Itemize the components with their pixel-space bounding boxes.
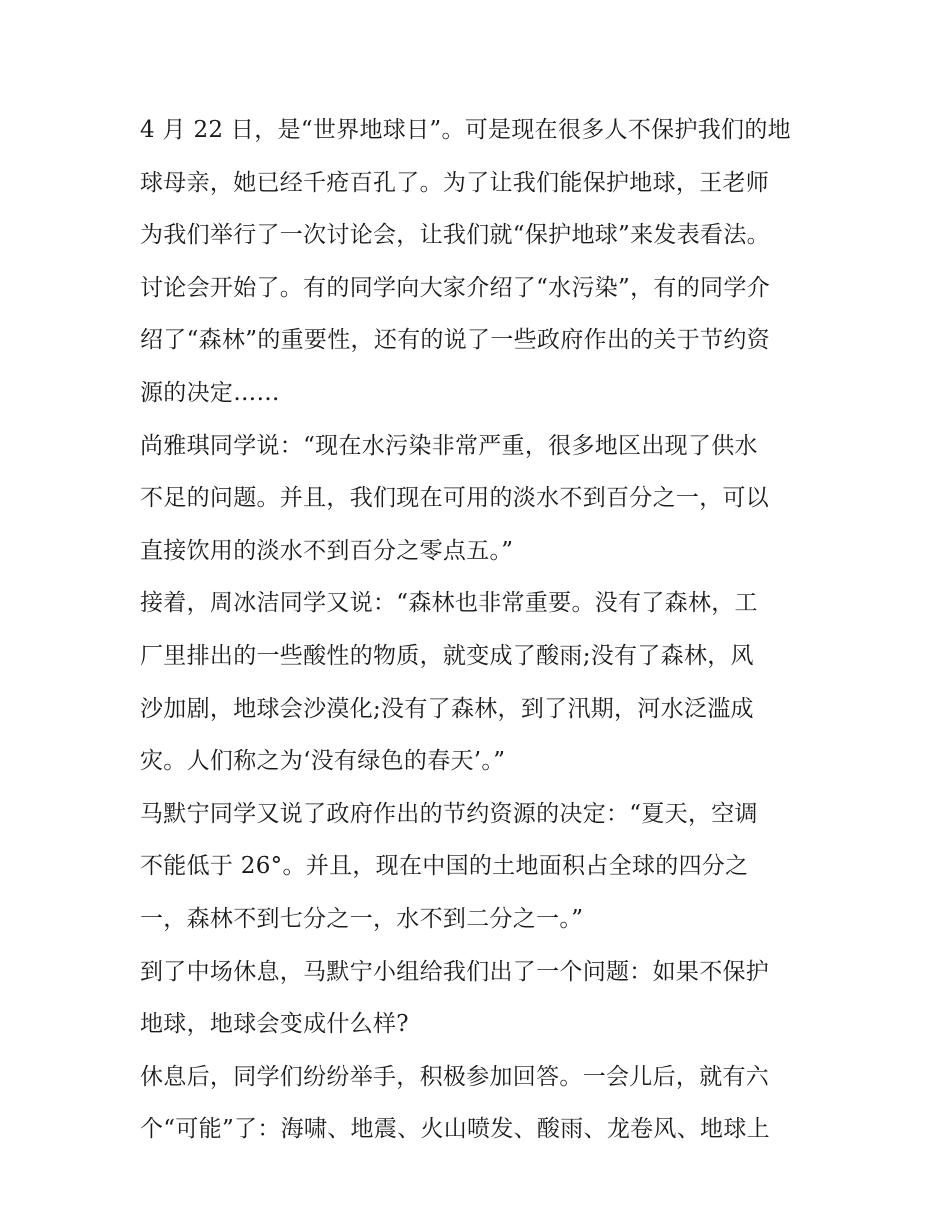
text-line: 地球，地球会变成什么样?: [140, 1011, 409, 1038]
text-line: 尚雅琪同学说：“现在水污染非常严重，很多地区出现了供水: [140, 432, 758, 459]
text-line: 沙加剧，地球会沙漠化;没有了森林，到了汛期，河水泛滥成: [140, 695, 754, 722]
text-line: 到了中场休息，马默宁小组给我们出了一个问题：如果不保护: [140, 958, 770, 985]
text-line: 厂里排出的一些酸性的物质，就变成了酸雨;没有了森林，风: [140, 642, 754, 669]
text-line: 一，森林不到七分之一，水不到二分之一。”: [140, 905, 584, 932]
text-line: 不能低于 26°。并且，现在中国的土地面积占全球的四分之: [140, 853, 749, 880]
text-line: 为我们举行了一次讨论会，让我们就“保护地球”来发表看法。: [140, 222, 770, 249]
text-line: 马默宁同学又说了政府作出的节约资源的决定：“夏天，空调: [140, 800, 758, 827]
text-line: 直接饮用的淡水不到百分之零点五。”: [140, 537, 514, 564]
text-line: 球母亲，她已经千疮百孔了。为了让我们能保护地球，王老师: [140, 169, 770, 196]
document-body: [140, 104, 820, 1156]
text-line: 个“可能”了：海啸、地震、火山喷发、酸雨、龙卷风、地球上: [140, 1116, 770, 1143]
text-line: 源的决定……: [140, 379, 280, 406]
text-line: 绍了“森林”的重要性，还有的说了一些政府作出的关于节约资: [140, 327, 770, 354]
text-line: 不足的问题。并且，我们现在可用的淡水不到百分之一，可以: [140, 485, 770, 512]
text-line: 灾。人们称之为‘没有绿色的春天’。”: [140, 748, 506, 775]
text-line: 接着，周冰洁同学又说：“森林也非常重要。没有了森林，工: [140, 590, 758, 617]
text-line: 讨论会开始了。有的同学向大家介绍了“水污染”，有的同学介: [140, 274, 770, 301]
text-line: 休息后，同学们纷纷举手，积极参加回答。一会儿后，就有六: [140, 1063, 770, 1090]
text-line: 4 月 22 日，是“世界地球日”。可是现在很多人不保护我们的地: [140, 117, 791, 143]
